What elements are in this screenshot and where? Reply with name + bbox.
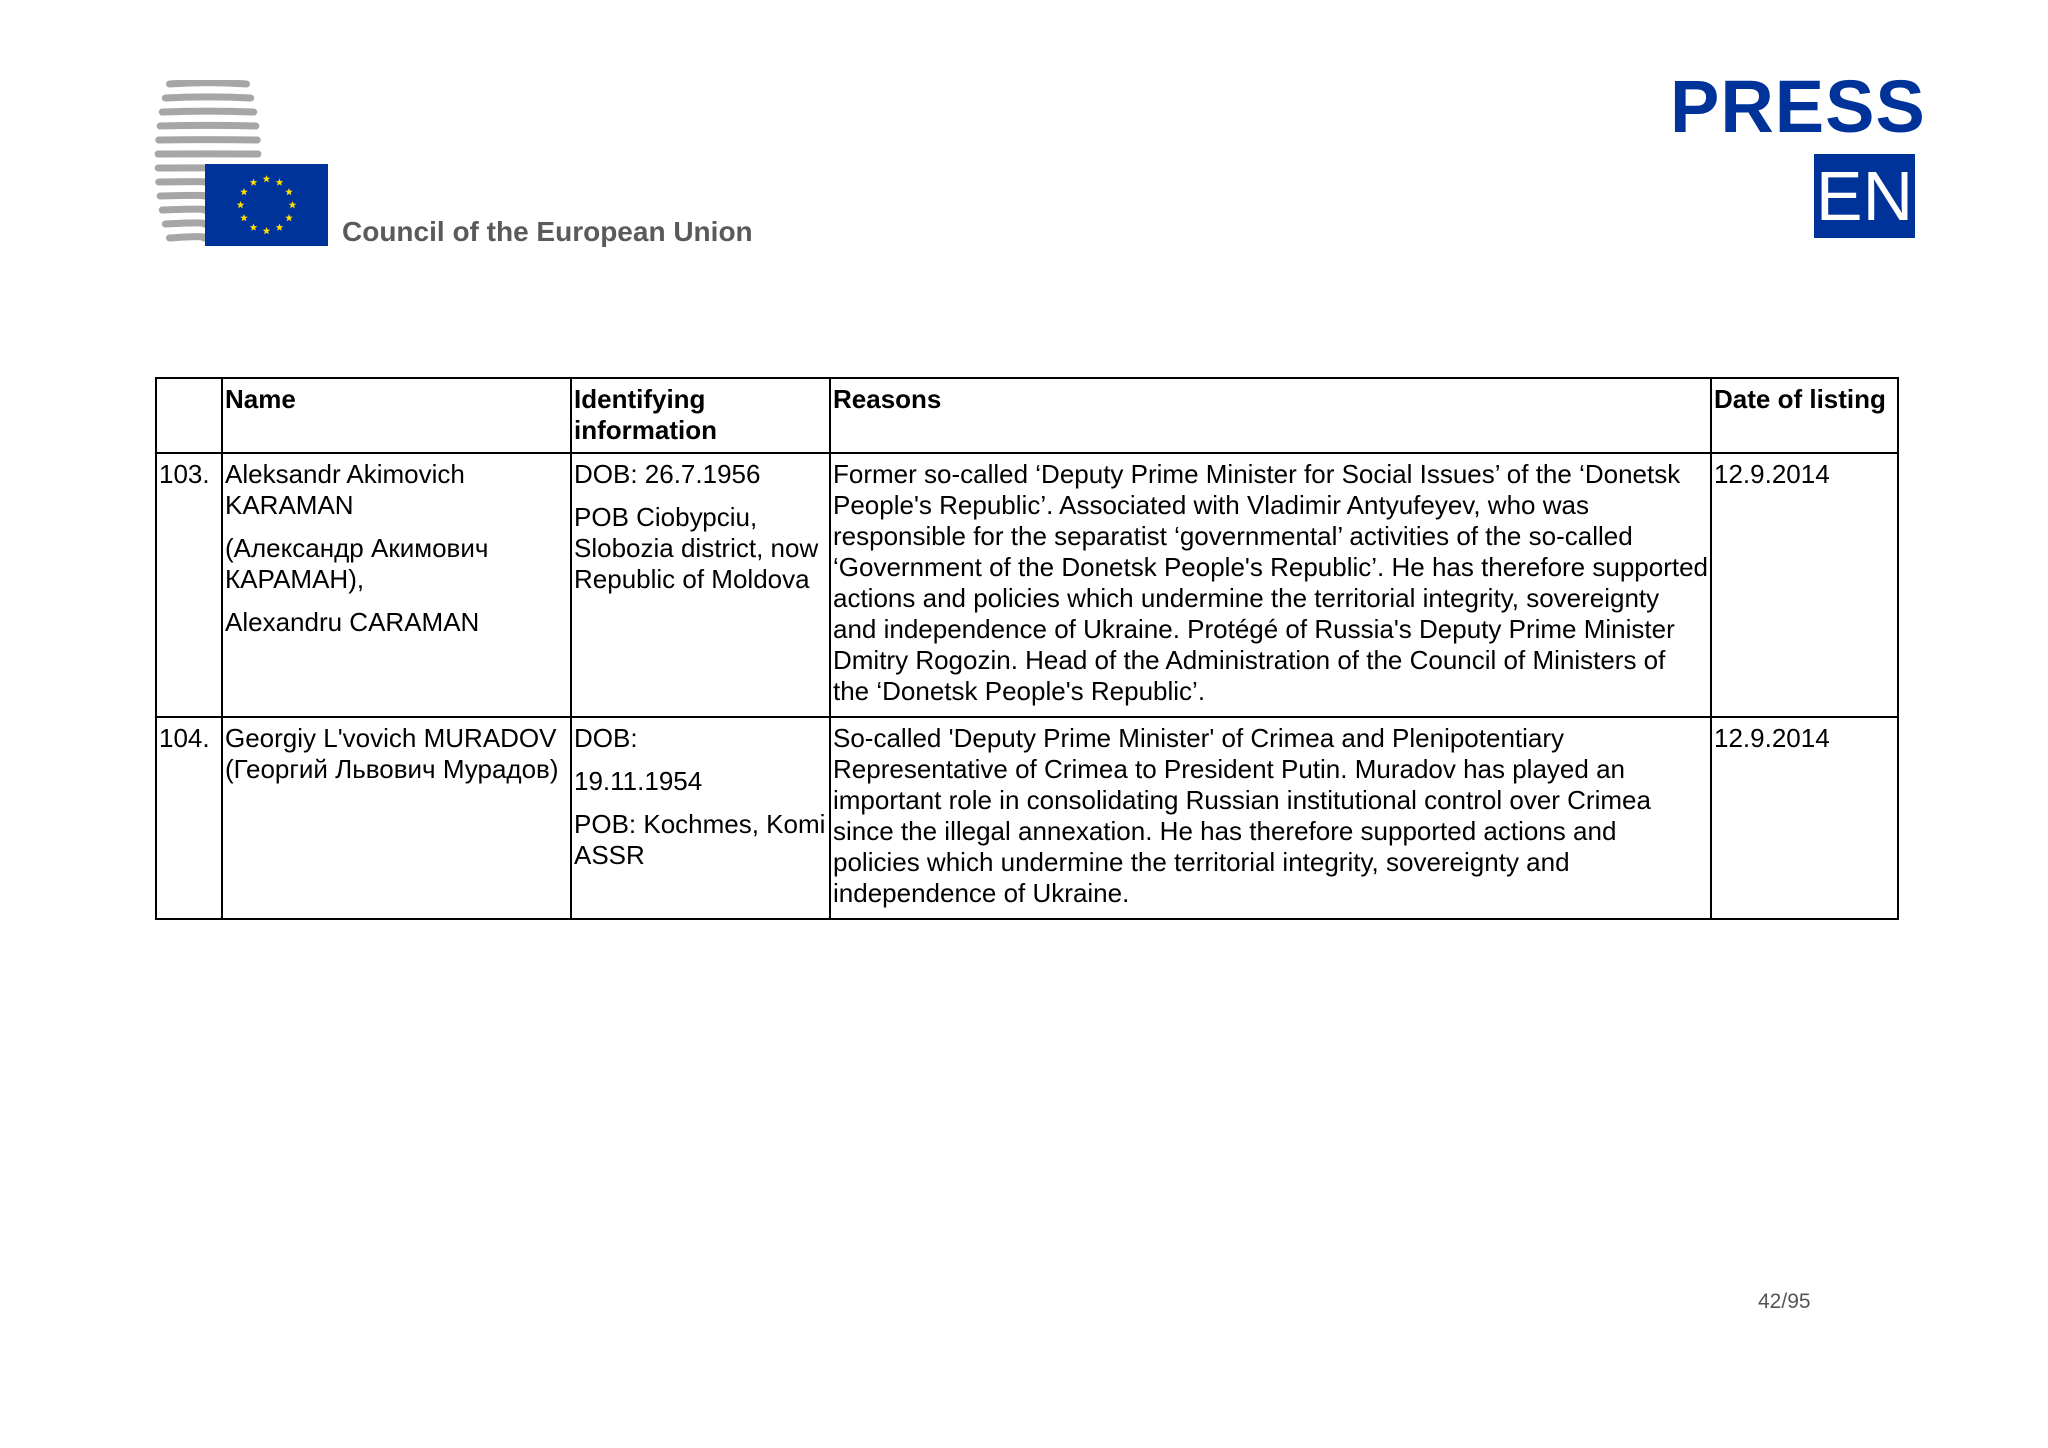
column-header-reasons: Reasons: [830, 378, 1711, 453]
name-line: Alexandru CARAMAN: [225, 607, 480, 637]
info-line: 19.11.1954: [574, 766, 703, 796]
date-of-listing: 12.9.2014: [1711, 717, 1898, 919]
logo-stripe: [160, 125, 256, 126]
table-row: [156, 453, 1898, 717]
person-name: [222, 717, 571, 919]
table-header-row: [156, 378, 1898, 453]
info-line: DOB: 26.7.1956: [574, 459, 761, 489]
info-line: POB: Kochmes, Komi ASSR: [574, 809, 826, 870]
column-header-number: [156, 378, 222, 453]
logo-stripe: [160, 195, 204, 196]
name-line: Aleksandr Akimovich KARAMAN: [225, 459, 465, 520]
name-line: Georgiy L'vovich MURADOV (Георгий Львович Мурадов): [225, 723, 559, 784]
info-line: POB Ciobурciu, Slobozia district, now Republic of Moldova: [574, 502, 819, 594]
logo-stripe: [162, 209, 204, 210]
reasons: Former so-called ‘Deputy Prime Minister for Social Issues’ of the ‘Donetsk People's Republic’. Associated with Vladimir Antyufeyev, who was responsible for the separatist ‘governmental’ activities of the so-called ‘Government of the Donetsk People's Republic’. He has therefore supported actions and policies which undermine the territorial integrity, sovereignty and independence of Ukraine. Protégé of Russia's Deputy Prime Minister Dmitry Rogozin. Head of the Administration of the Council of Ministers of the ‘Donetsk People's Republic’.: [830, 453, 1711, 717]
column-header-name: Name: [222, 378, 571, 453]
logo-stripe: [169, 237, 204, 238]
language-badge: EN: [1814, 154, 1915, 238]
council-logo: [138, 80, 338, 250]
logo-stripe: [165, 223, 204, 224]
logo-stripe: [169, 83, 246, 84]
date-of-listing: 12.9.2014: [1711, 453, 1898, 717]
sanctions-table: [155, 377, 1899, 920]
identifying-information: [571, 717, 830, 919]
row-number: 103.: [156, 453, 222, 717]
table-row: [156, 717, 1898, 919]
row-number: 104.: [156, 717, 222, 919]
page-number: 42/95: [1758, 1290, 1811, 1313]
column-header-identifying-information: Identifying information: [571, 378, 830, 453]
press-label: PRESS: [1670, 65, 1926, 148]
name-line: (Александр Акимович КАРАМАН),: [225, 533, 489, 594]
identifying-information: [571, 453, 830, 717]
info-line: DOB:: [574, 723, 638, 753]
logo-stripe: [162, 111, 253, 112]
column-header-date-of-listing: Date of listing: [1711, 378, 1898, 453]
reasons: So-called 'Deputy Prime Minister' of Crimea and Plenipotentiary Representative of Crimea to President Putin. Muradov has played an important role in consolidating Russian institutional control over Crimea since the illegal annexation. He has therefore supported actions and policies which undermine the territorial integrity, sovereignty and independence of Ukraine.: [830, 717, 1711, 919]
person-name: [222, 453, 571, 717]
organization-name: Council of the European Union: [342, 216, 753, 247]
logo-stripe: [165, 97, 250, 98]
